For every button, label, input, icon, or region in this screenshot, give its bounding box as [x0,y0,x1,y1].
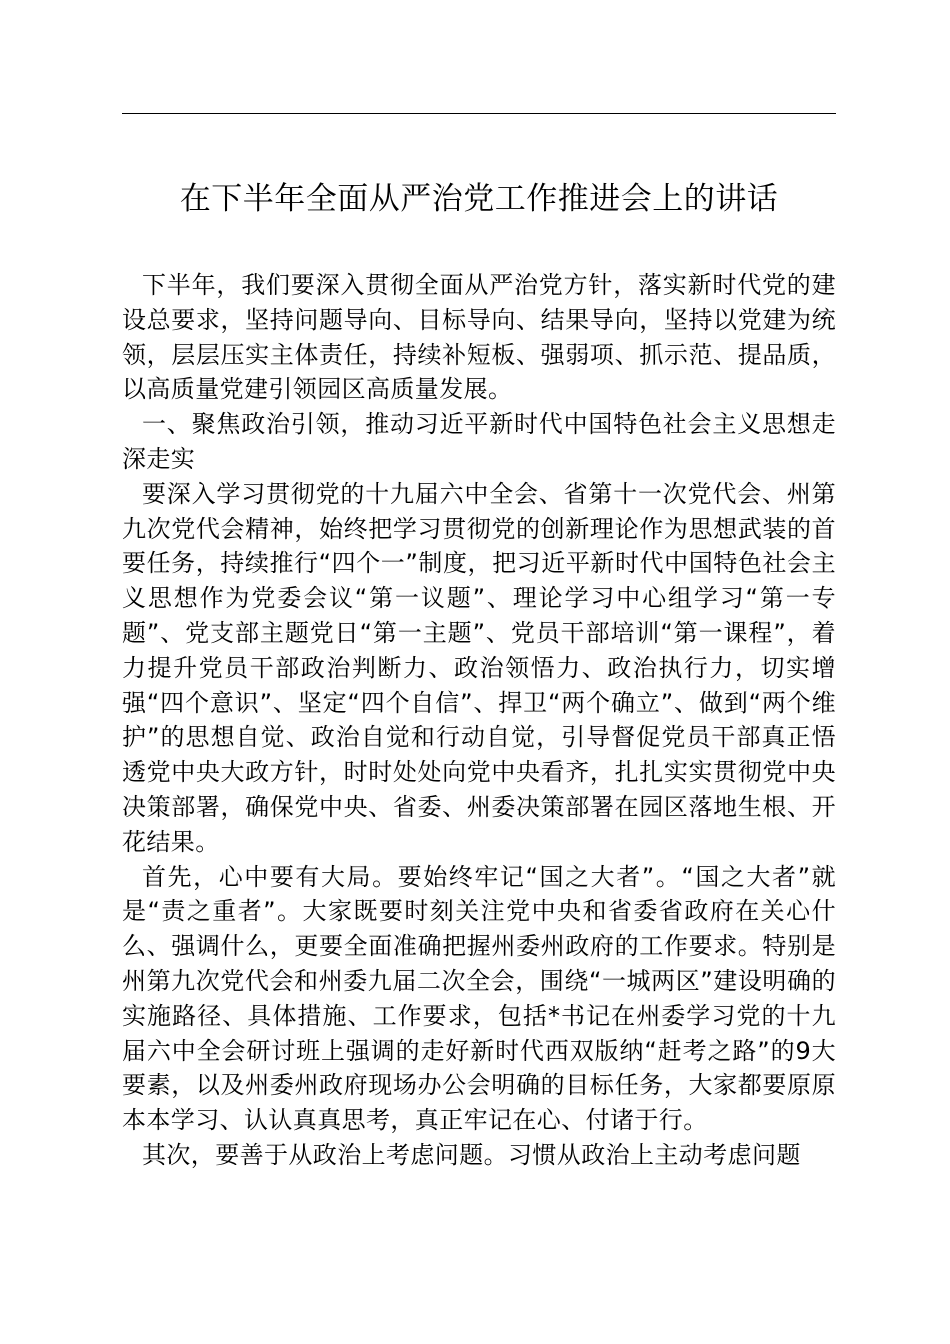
paragraph-second-point: 其次，要善于从政治上考虑问题。习惯从政治上主动考虑问题 [142,1140,801,1169]
document-title: 在下半年全面从严治党工作推进会上的讲话 [179,181,779,217]
paragraph-section-1: 要深入学习贯彻党的十九届六中全会、省第十一次党代会、州第九次党代会精神，始终把学习贯彻党的创新理论作为思想武装的首要任务，持续推行“四个一”制度，把习近平新时代中国特色社会主义思想作为党委会议“第一议题”、理论学习中心组学习“第一专题”、党支部主题党日“第一主题”、党员干部培训“第一课程”，着力提升党员干部政治判断力、政治领悟力、政治执行力，切实增强“四个意识”、坚定“四个自信”、捍卫“两个确立”、做到“两个维护”的思想自觉、政治自觉和行动自觉，引导督促党员干部真正悟透党中央大政方针，时时处处向党中央看齐，扎扎实实贯彻党中央决策部署，确保党中央、省委、州委决策部署在园区落地生根、开花结果。 [122,479,836,856]
header-rule [122,113,836,114]
section-heading-1: 一、聚焦政治引领，推动习近平新时代中国特色社会主义思想走深走实 [122,410,836,473]
paragraph-intro: 下半年，我们要深入贯彻全面从严治党方针，落实新时代党的建设总要求，坚持问题导向、目标导向、结果导向，坚持以党建为统领，层层压实主体责任，持续补短板、强弱项、抓示范、提品质，以高质量党建引领园区高质量发展。 [122,271,836,404]
document-body [122,268,836,1173]
paragraph-first-point: 首先，心中要有大局。要始终牢记“国之大者”。“国之大者”就是“责之重者”。大家既要时刻关注党中央和省委省政府在关心什么、强调什么，更要全面准确把握州委州政府的工作要求。特别是州第九次党代会和州委九届二次全会，围绕“一城两区”建设明确的实施路径、具体措施、工作要求，包括*书记在州委学习党的十九届六中全会研讨班上强调的走好新时代西双版纳“赶考之路”的9大要素，以及州委州政府现场办公会明确的目标任务，大家都要原原本本学习、认认真真思考，真正牢记在心、付诸于行。 [122,862,836,1135]
